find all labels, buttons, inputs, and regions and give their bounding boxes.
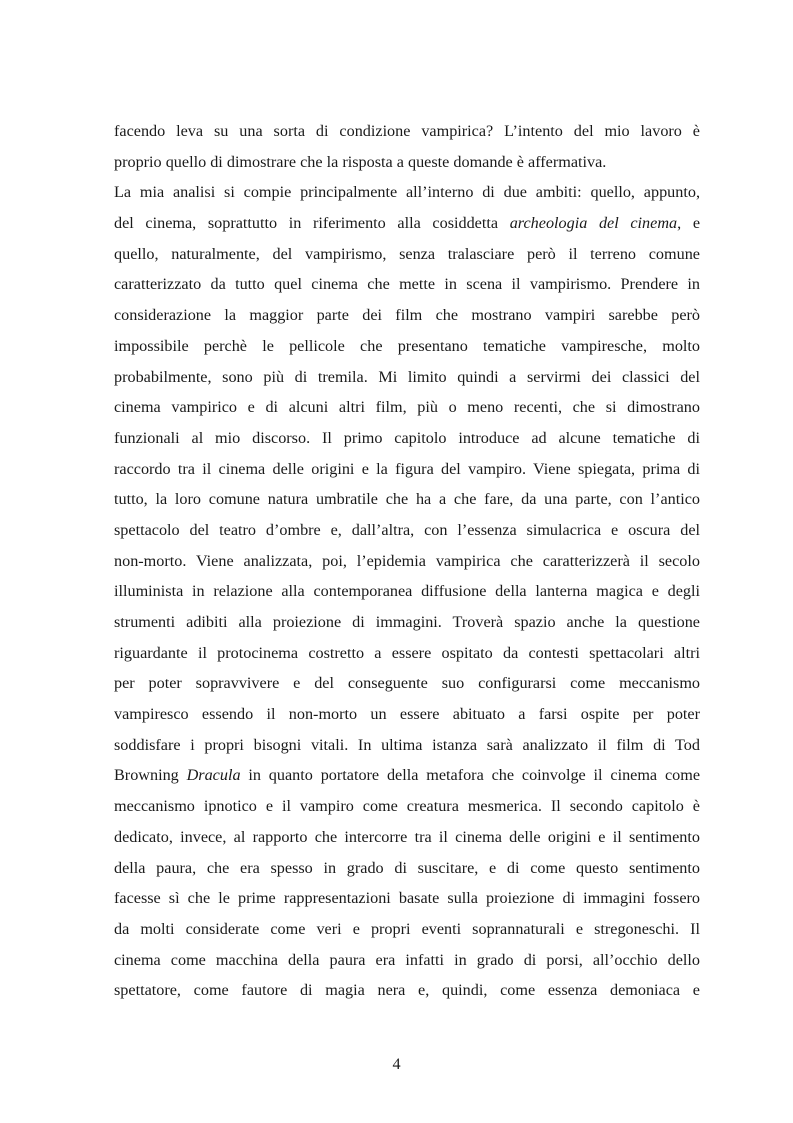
text-line: da molti considerate come veri e propri eventi soprannaturali e stregoneschi. Il <box>114 919 700 938</box>
text-fragment: Browning <box>114 766 187 785</box>
text-line <box>114 208 700 239</box>
text-line: soddisfare i propri bisogni vitali. In ultima istanza sarà analizzato il film di Tod <box>114 735 700 754</box>
text-line: caratterizzato da tutto quel cinema che mette in scena il vampirismo. Prendere in <box>114 275 700 294</box>
text-line: vampiresco essendo il non-morto un essere abituato a farsi ospite per poter <box>114 705 700 724</box>
text-line: dedicato, invece, al rapporto che intercorre tra il cinema delle origini e il sentimento <box>114 827 700 846</box>
body-text <box>114 116 700 1006</box>
text-line: della paura, che era spesso in grado di suscitare, e di come questo sentimento <box>114 858 700 877</box>
text-line: probabilmente, sono più di tremila. Mi limito quindi a servirmi dei classici del <box>114 367 700 386</box>
text-fragment: in quanto portatore della metafora che coinvolge il cinema come <box>240 766 701 785</box>
text-fragment: , e <box>677 214 700 233</box>
text-line: impossibile perchè le pellicole che presentano tematiche vampiresche, molto <box>114 336 700 355</box>
text-line: spettatore, come fautore di magia nera e, quindi, come essenza demoniaca e <box>114 981 700 1000</box>
text-line: spettacolo del teatro d’ombre e, dall’altra, con l’essenza simulacrica e oscura del <box>114 520 700 539</box>
text-line: facesse sì che le prime rappresentazioni basate sulla proiezione di immagini fossero <box>114 889 700 908</box>
text-line: cinema vampirico e di alcuni altri film, più o meno recenti, che si dimostrano <box>114 398 700 417</box>
text-line <box>114 760 700 791</box>
page-number: 4 <box>392 1055 401 1073</box>
text-line: La mia analisi si compie principalmente all’interno di due ambiti: quello, appunto, <box>114 183 700 202</box>
text-line: cinema come macchina della paura era infatti in grado di porsi, all’occhio dello <box>114 950 700 969</box>
text-line: raccordo tra il cinema delle origini e la figura del vampiro. Viene spiegata, prima di <box>114 459 700 478</box>
text-line: per poter sopravvivere e del conseguente suo configurarsi come meccanismo <box>114 674 700 693</box>
text-line: strumenti adibiti alla proiezione di immagini. Troverà spazio anche la questione <box>114 613 700 631</box>
text-line: proprio quello di dimostrare che la risposta a queste domande è affermativa. <box>114 152 607 171</box>
text-line: riguardante il protocinema costretto a essere ospitato da contesti spettacolari altri <box>114 643 700 662</box>
text-line: considerazione la maggior parte dei film che mostrano vampiri sarebbe però <box>114 306 700 325</box>
text-line: funzionali al mio discorso. Il primo capitolo introduce ad alcune tematiche di <box>114 428 700 447</box>
text-line: tutto, la loro comune natura umbratile che ha a che fare, da una parte, con l’antico <box>114 490 700 509</box>
text-line: facendo leva su una sorta di condizione vampirica? L’intento del mio lavoro è <box>114 122 700 140</box>
italic-title: Dracula <box>186 766 241 785</box>
text-line: quello, naturalmente, del vampirismo, senza tralasciare però il terreno comune <box>114 244 700 263</box>
text-line: non-morto. Viene analizzata, poi, l’epidemia vampirica che caratterizzerà il secolo <box>114 551 700 570</box>
text-line: illuminista in relazione alla contemporanea diffusione della lanterna magica e degli <box>114 582 700 601</box>
italic-title: archeologia del cinema <box>509 214 678 233</box>
text-fragment: del cinema, soprattutto in riferimento alla cosiddetta <box>114 214 510 233</box>
text-line: meccanismo ipnotico e il vampiro come creatura mesmerica. Il secondo capitolo è <box>114 797 700 816</box>
